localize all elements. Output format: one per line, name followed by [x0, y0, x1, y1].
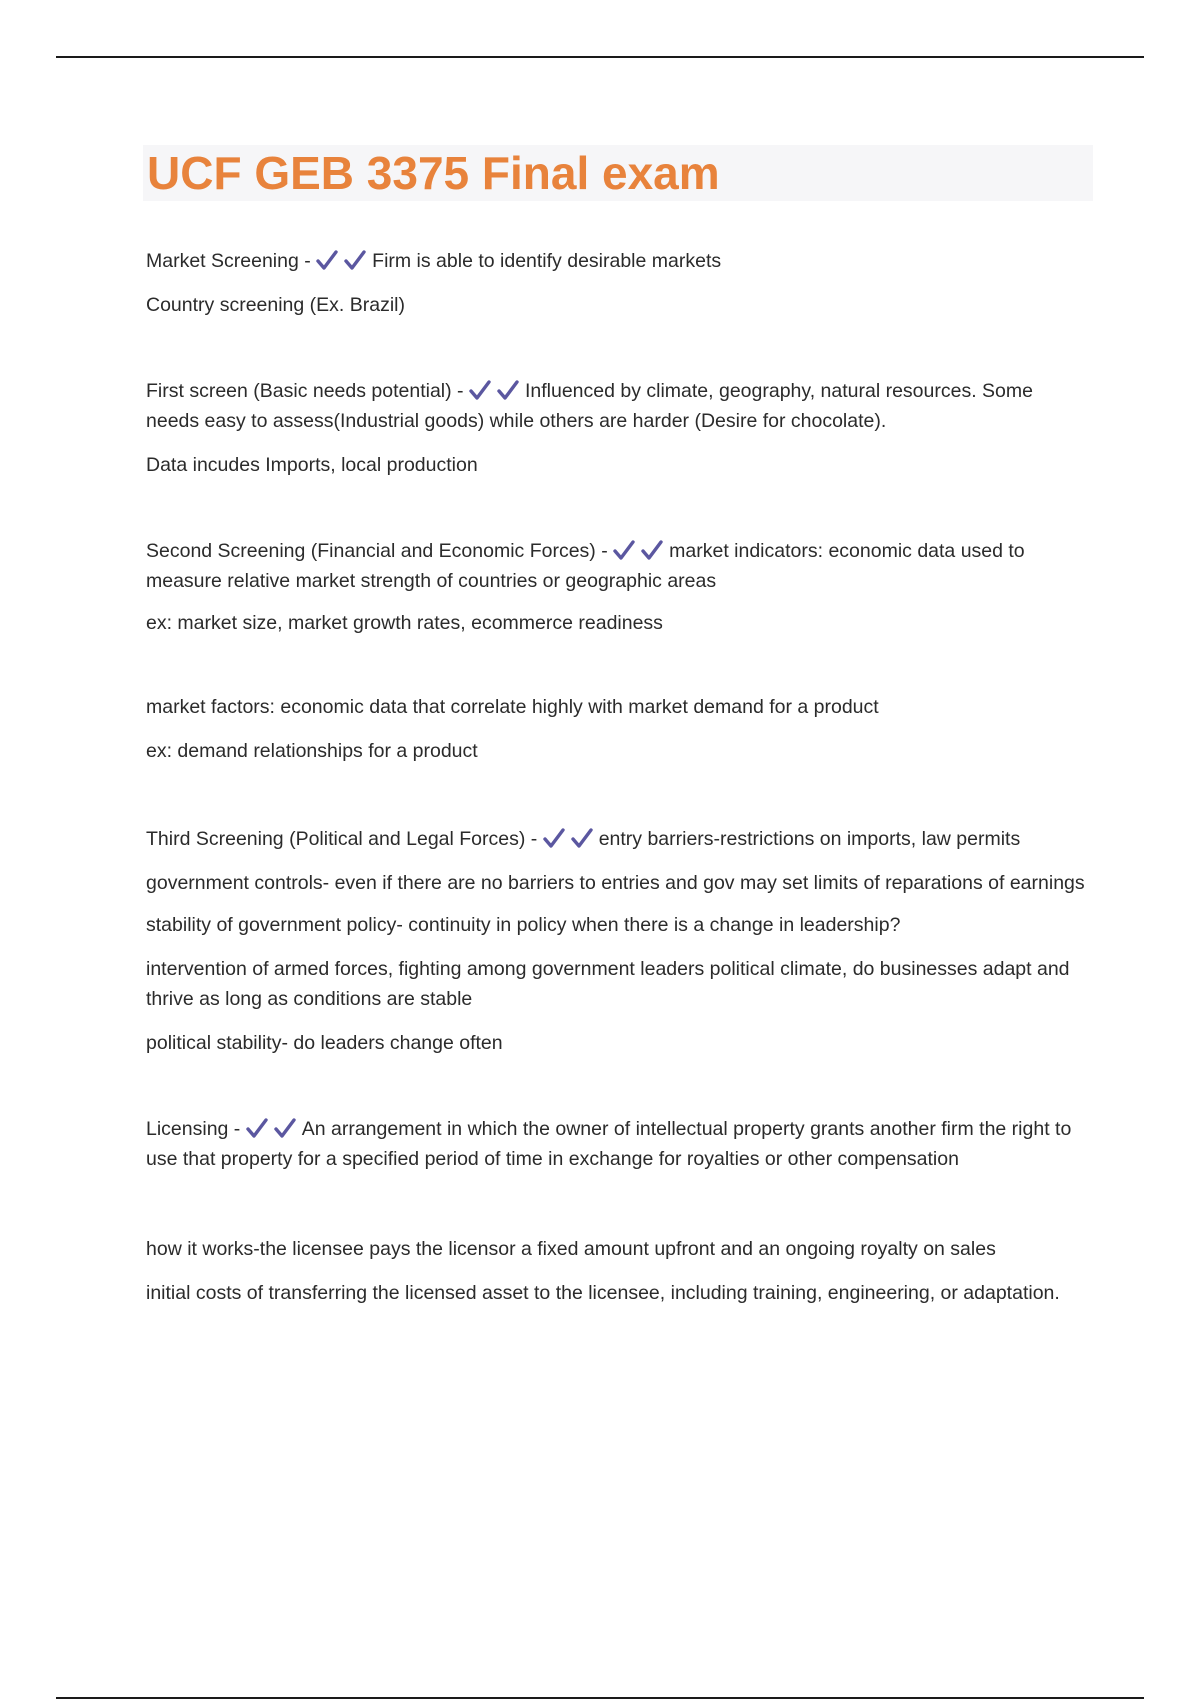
page-title: UCF GEB 3375 Final exam [147, 147, 720, 199]
term-definition: market indicators: economic data used to measure relative market strength of countries or geographic areas [146, 540, 1025, 592]
term-entry [146, 246, 1086, 320]
note-line: stability of government policy- continuity in policy when there is a change in leadership? [146, 914, 901, 936]
note-line: ex: market size, market growth rates, ecommerce readiness [146, 612, 663, 634]
note-line: ex: demand relationships for a product [146, 740, 478, 762]
note-line: how it works-the licensee pays the licensor a fixed amount upfront and an ongoing royalty on sales [146, 1238, 996, 1260]
note-line: government controls- even if there are no barriers to entries and gov may set limits of reparations of earnings [146, 872, 1085, 894]
study-notes [146, 246, 1086, 1308]
term-line [146, 536, 1086, 596]
check-icon [543, 827, 565, 849]
term-label: Second Screening (Financial and Economic Forces) - [146, 540, 614, 562]
note-line: Country screening (Ex. Brazil) [146, 294, 406, 316]
check-icon [641, 539, 663, 561]
check-icon [274, 1117, 296, 1139]
check-icon [613, 539, 635, 561]
term-definition: Firm is able to identify desirable markets [372, 250, 722, 272]
term-label: First screen (Basic needs potential) - [146, 380, 469, 402]
check-icon [344, 249, 366, 271]
term-line [146, 246, 1086, 276]
term-definition: entry barriers-restrictions on imports, law permits [598, 828, 1021, 850]
term-definition: An arrangement in which the owner of intellectual property grants another firm the right to use that property for a specified period of time in exchange for royalties or other compensation [146, 1118, 1072, 1170]
term-label: Third Screening (Political and Legal Forces) - [146, 828, 543, 850]
term-entry [146, 376, 1086, 480]
check-icon [246, 1117, 268, 1139]
term-label: Licensing - [146, 1118, 246, 1140]
term-line [146, 1114, 1086, 1174]
note-line: political stability- do leaders change often [146, 1032, 503, 1054]
term-definition: Influenced by climate, geography, natural resources. Some needs easy to assess(Industrial goods) while others are harder (Desire for chocolate). [146, 380, 1033, 432]
check-icon [571, 827, 593, 849]
bottom-rule [56, 1697, 1144, 1699]
term-entry [146, 1114, 1086, 1308]
note-line: Data incudes Imports, local production [146, 454, 478, 476]
check-icon [497, 379, 519, 401]
term-label: Market Screening - [146, 250, 317, 272]
term-line [146, 824, 1086, 854]
note-line: intervention of armed forces, fighting among government leaders political climate, do businesses adapt and thrive as long as conditions are stable [146, 958, 1070, 1010]
term-line [146, 376, 1086, 436]
term-entry [146, 824, 1086, 1058]
check-icon [316, 249, 338, 271]
title-banner [143, 145, 1093, 201]
term-entry [146, 536, 1086, 766]
note-line: market factors: economic data that correlate highly with market demand for a product [146, 696, 879, 718]
check-icon [469, 379, 491, 401]
note-line: initial costs of transferring the licensed asset to the licensee, including training, engineering, or adaptation. [146, 1282, 1060, 1304]
top-rule [56, 56, 1144, 58]
